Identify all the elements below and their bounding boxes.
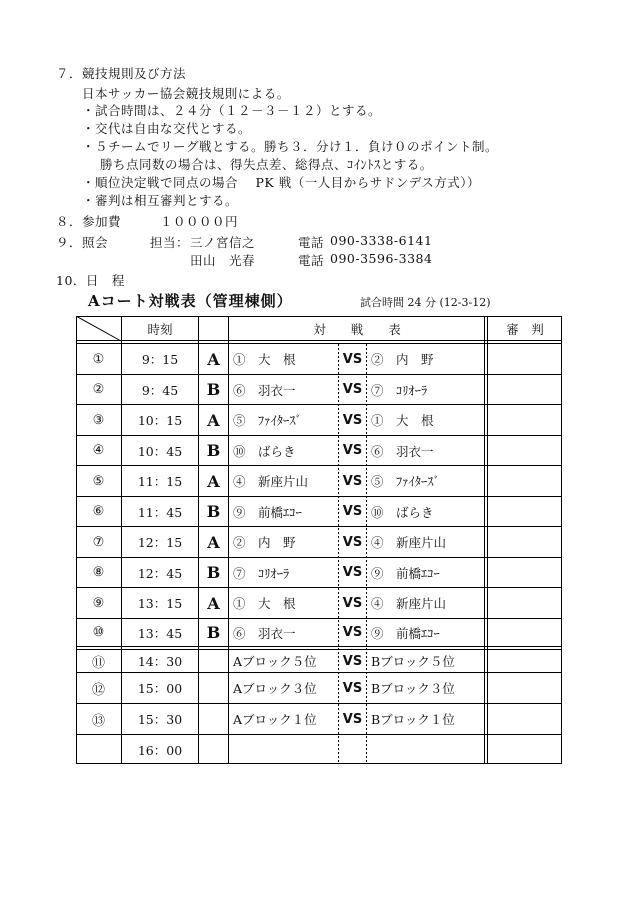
match-referee-cell — [488, 466, 562, 496]
match-vs: VS — [342, 565, 363, 580]
match-time: 11：15 — [137, 474, 183, 489]
match-away — [367, 735, 484, 764]
match-court: A — [207, 593, 220, 613]
match-vs: VS — [342, 653, 363, 669]
match-referee-cell — [488, 527, 562, 557]
match-away: ④ 新座片山 — [371, 596, 447, 611]
match-home: ② 内 野 — [233, 535, 296, 550]
match-away: ⑩ ばらき — [371, 504, 434, 520]
match-vs: VS — [342, 351, 363, 367]
match-home: Aブロック５位 — [233, 654, 317, 669]
match-referee-cell — [488, 497, 562, 526]
match-court: B — [206, 502, 221, 521]
match-referee-cell — [488, 405, 562, 435]
fee-value: １００００円 — [160, 214, 239, 229]
match-time: 13：15 — [137, 596, 183, 611]
match-court: B — [206, 623, 221, 642]
match-no: ④ — [92, 443, 105, 458]
match-vs: VS — [342, 473, 363, 489]
match-vs — [339, 735, 366, 764]
match-court: A — [207, 532, 220, 552]
match-home: ⑦ ｺﾘｵｰﾗ — [233, 565, 290, 581]
match-away: Bブロック３位 — [371, 681, 455, 696]
contact-phone-label: 電話 — [298, 235, 325, 250]
contact-phone-label: 電話 — [298, 253, 325, 268]
match-no: ⑬ — [91, 713, 105, 729]
match-away: ② 内 野 — [371, 352, 434, 367]
contact-phone: 090-3596-3384 — [330, 251, 433, 266]
match-court — [199, 704, 228, 734]
match-home: Aブロック１位 — [233, 712, 317, 727]
match-vs: VS — [342, 443, 363, 458]
match-no: ⑦ — [92, 534, 105, 550]
header-time: 時刻 — [147, 321, 173, 337]
match-home: ⑤ ﾌｧｲﾀｰｽﾞ — [233, 413, 302, 428]
match-referee-cell — [488, 619, 562, 646]
match-time: 10：45 — [137, 443, 183, 459]
match-away: ⑨ 前橋ｴｺｰ — [371, 565, 440, 581]
header-matchup: 対 戦 表 — [313, 321, 401, 337]
match-no: ① — [92, 351, 105, 367]
contact-phone: 090-3338-6141 — [330, 233, 433, 248]
match-away: Bブロック５位 — [371, 654, 455, 669]
match-home: Aブロック３位 — [233, 681, 317, 696]
match-court — [199, 735, 228, 764]
match-vs: VS — [342, 504, 363, 519]
match-time: 11：45 — [137, 504, 183, 520]
rules-line: ・審判は相互審判とする。 — [82, 193, 239, 208]
match-court: B — [206, 380, 221, 399]
header-referee: 審 判 — [506, 321, 544, 337]
match-home: ⑩ ばらき — [233, 443, 296, 459]
match-court: A — [207, 471, 220, 491]
match-vs: VS — [342, 625, 363, 640]
match-away: ⑨ 前橋ｴｺｰ — [371, 625, 440, 641]
match-court: A — [207, 349, 220, 369]
rules-line: 勝ち点同数の場合は、得失点差、総得点、ｺｲﾝﾄｽとする。 — [100, 157, 433, 172]
match-referee-cell — [488, 704, 562, 734]
match-time: 14：30 — [137, 654, 183, 669]
rules-line: ・順位決定戦で同点の場合 PK 戦（一人目からサドンデス方式）） — [82, 175, 480, 190]
rules-line: 日本サッカー協会競技規則による。 — [82, 86, 290, 101]
match-time: 12：45 — [137, 565, 183, 581]
match-away: ⑦ ｺﾘｵｰﾗ — [371, 382, 428, 398]
schedule-table — [76, 316, 562, 764]
table-title: Aコート対戦表（管理棟側） — [88, 292, 293, 310]
match-vs: VS — [342, 595, 363, 611]
rules-heading: ７．競技規則及び方法 — [56, 66, 187, 81]
match-referee-cell — [488, 588, 562, 618]
match-no: ⑥ — [92, 504, 105, 519]
match-vs: VS — [342, 680, 363, 696]
match-home — [229, 735, 338, 764]
match-time: 10：15 — [137, 413, 183, 428]
match-no: ⑤ — [92, 473, 105, 489]
match-referee-cell — [488, 650, 562, 672]
match-referee-cell — [488, 673, 562, 703]
match-referee-cell — [488, 375, 562, 404]
match-no: ⑫ — [91, 682, 105, 698]
rules-line: ・交代は自由な交代とする。 — [82, 121, 252, 136]
match-home: ⑥ 羽衣一 — [233, 625, 296, 641]
match-referee-cell — [488, 436, 562, 465]
match-vs: VS — [342, 412, 363, 428]
match-court: B — [206, 441, 221, 460]
match-home: ① 大 根 — [233, 596, 296, 611]
match-time: 16：00 — [137, 742, 183, 758]
match-referee-cell — [488, 735, 562, 764]
match-home: ① 大 根 — [233, 352, 296, 367]
contact-name: 田山 光春 — [190, 253, 256, 268]
match-time: 9：45 — [141, 382, 179, 398]
rules-line: ・５チームでリーグ戦とする。勝ち３．分け１．負け０のポイント制。 — [82, 139, 499, 154]
match-court: A — [207, 410, 220, 430]
match-no: ③ — [92, 412, 105, 428]
match-no: ⑪ — [91, 655, 105, 671]
match-referee-cell — [488, 344, 562, 374]
match-no: ⑨ — [92, 595, 105, 611]
match-away: ④ 新座片山 — [371, 535, 447, 550]
fee-label: ８．参加費 — [56, 214, 122, 229]
match-vs: VS — [342, 711, 363, 727]
contact-name: 三ノ宮信之 — [190, 235, 256, 250]
match-home: ⑨ 前橋ｴｺｰ — [233, 504, 302, 520]
match-away: ⑤ ﾌｧｲﾀｰｽﾞ — [371, 474, 440, 489]
match-away: ① 大 根 — [371, 413, 434, 428]
contact-role: 担当： — [150, 235, 190, 250]
match-referee-cell — [488, 558, 562, 587]
match-time: 13：45 — [137, 625, 183, 641]
match-no: ⑧ — [92, 565, 105, 580]
match-court — [199, 673, 228, 703]
match-time: 12：15 — [137, 535, 183, 550]
schedule-heading: 10．日 程 — [56, 273, 125, 288]
contact-label: ９．照会 — [56, 235, 109, 250]
match-vs: VS — [342, 382, 363, 397]
match-no: ⑩ — [92, 625, 105, 640]
match-no: ② — [92, 382, 105, 397]
match-home: ④ 新座片山 — [233, 474, 309, 489]
rules-line: ・試合時間は、２４分（１２－３－１２）とする。 — [82, 103, 382, 118]
match-time-note: 試合時間 24 分 (12-3-12) — [360, 296, 491, 309]
match-time: 9：15 — [141, 352, 179, 367]
match-time: 15：00 — [137, 681, 183, 696]
match-time: 15：30 — [137, 712, 183, 727]
match-away: Bブロック１位 — [371, 712, 455, 727]
match-home: ⑥ 羽衣一 — [233, 382, 296, 398]
match-no — [76, 735, 121, 764]
match-vs: VS — [342, 534, 363, 550]
match-away: ⑥ 羽衣一 — [371, 443, 434, 459]
match-court — [199, 650, 228, 672]
match-court: B — [206, 563, 221, 582]
